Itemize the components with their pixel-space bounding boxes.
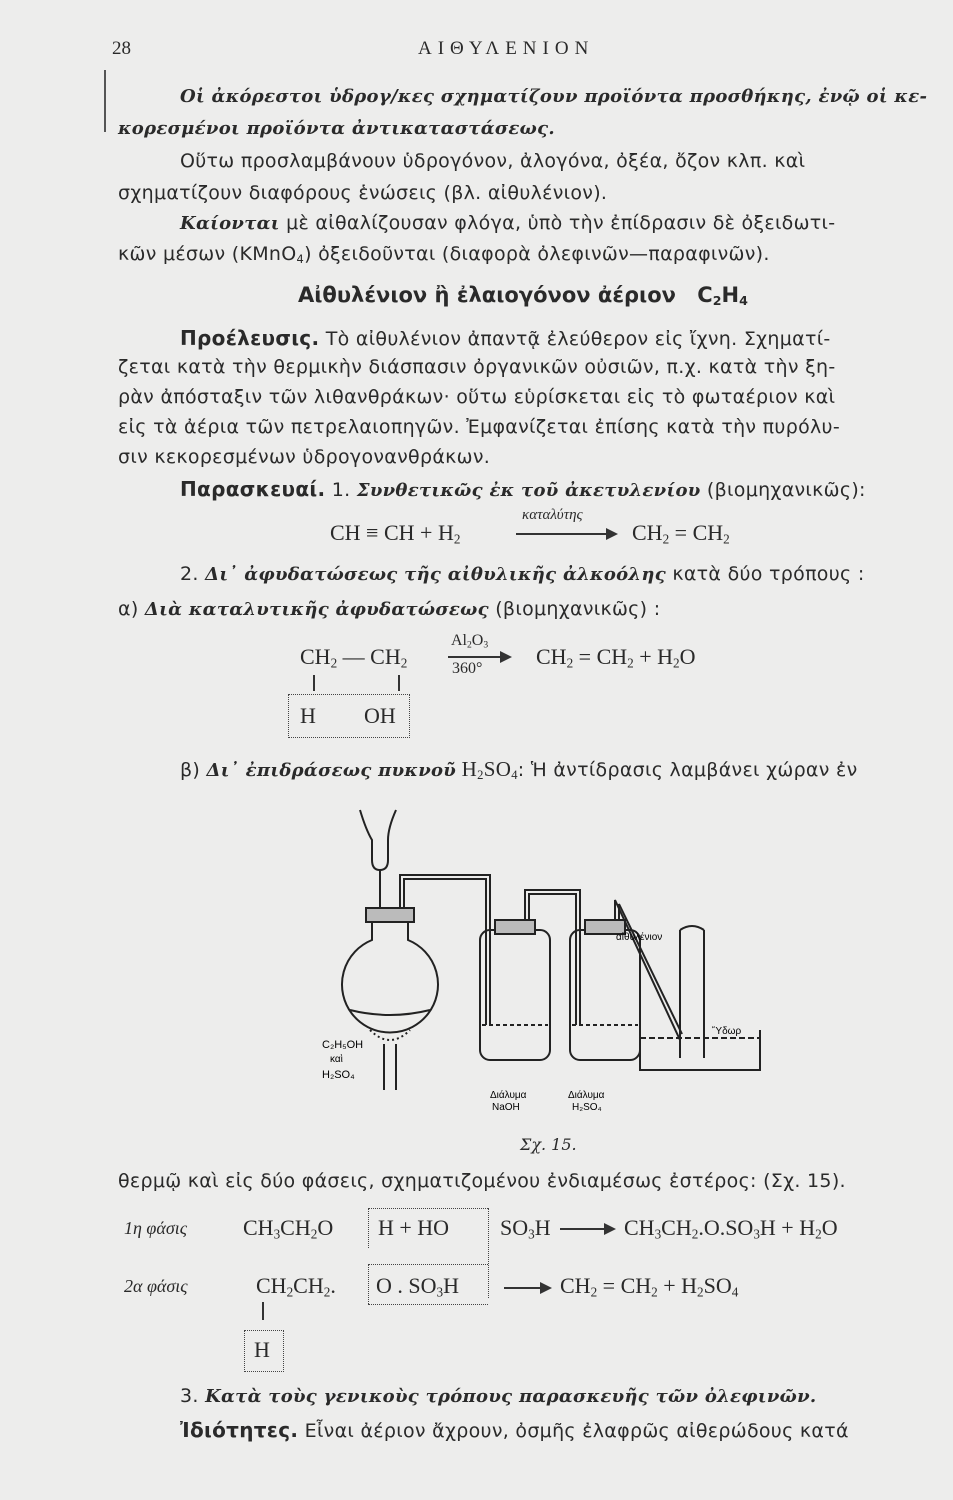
phase-2-right — [560, 1273, 738, 1300]
burner — [384, 1044, 396, 1090]
water-trough — [640, 1030, 760, 1070]
item2-rest: κατὰ δύο τρόπους : — [666, 563, 865, 585]
item2b-formula-b: SO — [483, 757, 512, 781]
prep-item-3 — [180, 1385, 816, 1407]
intro-line-1: Οἱ ἀκόρεστοι ὑδρογ/κες σχηματίζουν προϊόντα προσθήκης, ἐνῷ οἱ κε- — [180, 86, 928, 107]
safety-funnel — [360, 810, 396, 870]
apparatus-figure — [300, 800, 780, 1130]
intro-line-6-b: ) ὀξειδοῦνται (διαφορὰ ὀλεφινῶν—παραφινῶν). — [304, 243, 770, 265]
p1-right-sub2: 2 — [691, 1226, 699, 1242]
origin-line-1-text: Τὸ αἰθυλένιον ἀπαντᾷ ἐλεύθερον εἰς ἴχνη. Σχηματί- — [319, 328, 831, 350]
phase-2-label: 2α φάσις — [124, 1276, 188, 1296]
phase-1-arrowhead — [604, 1223, 616, 1235]
eq2-right-d: O — [679, 644, 696, 669]
eq2-box-oh: OH — [364, 703, 396, 728]
intro-line-6-sub: 4 — [296, 251, 305, 266]
prep-item1-num: 1. — [325, 479, 357, 501]
eq1-left-text: CH ≡ CH + H — [330, 520, 454, 545]
phase-2-box-left — [368, 1264, 369, 1304]
p2-right-sub4: 4 — [731, 1284, 739, 1300]
intro-line-2: κορεσμένοι προϊόντα ἀντικαταστάσεως. — [118, 118, 555, 139]
eq2-left-sub1: 2 — [330, 655, 338, 671]
p1-a3: O — [317, 1215, 334, 1240]
section-title-text: Αἰθυλένιον ἢ ἐλαιογόνον ἀέριον — [298, 283, 676, 307]
p2-a: CH — [256, 1273, 287, 1298]
equation-1-left — [330, 520, 460, 547]
phase-1-a — [243, 1215, 333, 1242]
formula-c-sub: 2 — [712, 293, 722, 309]
equation-2-arrow — [448, 656, 504, 658]
p2-right-sub2: 2 — [651, 1284, 658, 1300]
p1-right-sub3: 3 — [753, 1226, 760, 1242]
p2-right-d: SO — [703, 1273, 732, 1298]
intro-line-4: σχηματίζουν διαφόρους ἑνώσεις (βλ. αἰθυλένιον). — [118, 182, 608, 204]
p2-right-a: CH — [560, 1273, 591, 1298]
p2-right-b: = CH — [597, 1273, 652, 1298]
phase-2-box-top — [368, 1264, 488, 1265]
equation-2-catalyst-bottom: 360° — [452, 660, 483, 677]
intro-line-5-emphasis: Καίονται — [180, 213, 280, 234]
p1-right-b: CH — [661, 1215, 692, 1240]
eq2-cat-top-sub1: 2 — [467, 639, 472, 651]
item2b-formula-sub2: 4 — [511, 768, 518, 783]
intro-line-6-a: κῶν μέσων (KMnO — [118, 243, 297, 265]
fig-label-left-3: H₂SO₄ — [322, 1069, 355, 1081]
phase-2-bond — [262, 1302, 264, 1320]
eq2-cat-top-sub2: 3 — [483, 639, 489, 651]
eq1-left-sub: 2 — [453, 531, 461, 547]
p1-a: CH — [243, 1215, 274, 1240]
intro-line-6 — [118, 243, 770, 266]
p2-a-sub2: 2 — [323, 1284, 331, 1300]
item2b-formula-sub1: 2 — [477, 768, 484, 783]
eq2-right-sub1: 2 — [566, 655, 574, 671]
p2-right-sub1: 2 — [590, 1284, 598, 1300]
p2-a3: . — [330, 1273, 336, 1298]
phase-2-a — [256, 1273, 336, 1300]
p2-a-sub1: 2 — [286, 1284, 294, 1300]
phase-1-box-right — [488, 1208, 489, 1298]
delivery-tube-1 — [400, 875, 490, 1025]
phase-2-arrow — [504, 1287, 544, 1289]
intro-line-5-text: μὲ αἰθαλίζουσαν φλόγα, ὑπὸ τὴν ἐπίδρασιν δὲ ὀξειδωτι- — [279, 212, 836, 234]
equation-2-arrowhead — [500, 651, 512, 663]
phase-1-b — [500, 1215, 551, 1242]
eq2-box-h: H — [300, 703, 316, 728]
origin-line-2: ζεται κατὰ τὴν θερμικὴν διάσπασιν ὀργανικῶν οὐσιῶν, π.χ. κατὰ τὴν ξη- — [118, 356, 836, 378]
p1-right-a: CH — [624, 1215, 655, 1240]
p1-b-sub: 3 — [528, 1226, 535, 1242]
p1-right-sub4: 2 — [815, 1226, 822, 1242]
phase-1-arrow — [560, 1228, 608, 1230]
p1-right-e: O — [821, 1215, 838, 1240]
origin-label: Προέλευσις. — [180, 326, 320, 350]
running-title: ΑΙΘΥΛΕΝΙΟΝ — [418, 38, 595, 59]
properties-text: Εἶναι ἀέριον ἄχρουν, ὀσμῆς ἐλαφρῶς αἰθερώδους κατά — [298, 1420, 849, 1442]
phase-2-box — [376, 1273, 459, 1300]
equation-1-arrow — [516, 533, 612, 535]
collection-cylinder — [680, 930, 704, 1058]
phase-1-right — [624, 1215, 838, 1242]
origin-line-3: ρὰν ἀπόσταξιν τῶν λιθανθράκων· οὕτω εὑρίσκεται εἰς τὸ φωταέριον καὶ — [118, 386, 836, 408]
p2-right-c: + H — [657, 1273, 698, 1298]
phase-2-arrowhead — [540, 1282, 552, 1294]
prep-label: Παρασκευαί. — [180, 477, 326, 501]
phase-2-box-h: H — [254, 1337, 270, 1362]
origin-line-5: σιν κεκορεσμένων ὑδρογονανθράκων. — [118, 446, 491, 468]
properties-label: Ἰδιότητες. — [180, 1418, 299, 1442]
eq1-right-sub2: 2 — [723, 531, 730, 547]
item2a-rest: (βιομηχανικῶς) : — [488, 598, 661, 620]
p1-b2: H — [534, 1215, 551, 1240]
equation-2-catalyst-top — [451, 632, 488, 650]
prep-item1-emphasis: Συνθετικῶς ἐκ τοῦ ἀκετυλενίου — [356, 480, 701, 501]
eq1-right-sub1: 2 — [662, 531, 670, 547]
formula-c: C — [697, 283, 713, 307]
phase-1-box-left — [368, 1208, 369, 1248]
eq2-left-b: — CH — [337, 644, 401, 669]
page-number: 28 — [112, 38, 131, 59]
fig-label-bottle2-2: H₂SO₄ — [572, 1102, 602, 1113]
p1-right-d: H + H — [759, 1215, 816, 1240]
item3-num: 3. — [180, 1385, 206, 1407]
eq2-left-a: CH — [300, 644, 331, 669]
section-title — [298, 283, 748, 308]
phase-1-box: H + HO — [378, 1215, 450, 1240]
p2-right-sub3: 2 — [697, 1284, 704, 1300]
eq2-right-sub2: 2 — [627, 655, 634, 671]
item2-emphasis: Δι᾽ ἀφυδατώσεως τῆς αἰθυλικῆς ἀλκοόλης — [205, 564, 666, 585]
p2-box-sub: 3 — [436, 1284, 444, 1300]
item2a-pre: α) — [118, 598, 145, 620]
margin-mark — [104, 70, 106, 132]
equation-2-right — [536, 644, 696, 671]
item2a-emphasis: Διὰ καταλυτικῆς ἀφυδατώσεως — [144, 599, 489, 620]
prep-item-2b — [180, 757, 858, 783]
phases-intro: θερμῷ καὶ εἰς δύο φάσεις, σχηματιζομένου ἐνδιαμέσως ἐστέρος: (Σχ. 15). — [118, 1170, 846, 1192]
section-formula — [697, 283, 748, 307]
intro-line-3: Οὕτω προσλαμβάνουν ὑδρογόνον, ἀλογόνα, ὀξέα, ὄζον κλπ. καὶ — [180, 150, 806, 172]
equation-1-arrowhead — [606, 528, 618, 540]
p1-a2: CH — [280, 1215, 311, 1240]
equation-2-left — [300, 644, 407, 671]
origin-line-4: εἰς τὰ ἀέρια τῶν πετρελαιοπηγῶν. Ἐμφανίζεται ἐπίσης κατὰ τὴν πυρόλυ- — [118, 416, 840, 438]
eq2-cat-top-a: Al — [451, 632, 467, 649]
equation-1-right — [632, 520, 730, 547]
eq2-right-a: CH — [536, 644, 567, 669]
formula-h: H — [721, 283, 740, 307]
item2b-pre: β) — [180, 759, 207, 781]
fig-label-bottle1-1: Διάλυμα — [490, 1090, 527, 1101]
prep-line-1 — [180, 477, 866, 501]
eq1-right-a: CH — [632, 520, 663, 545]
phase-2-box-bottom — [368, 1304, 488, 1305]
eq2-right-c: + H — [633, 644, 674, 669]
p2-box: O . SO — [376, 1273, 437, 1298]
p1-b: SO — [500, 1215, 529, 1240]
p2-a2: CH — [293, 1273, 324, 1298]
properties-line — [180, 1418, 849, 1442]
bond-line-left — [313, 675, 315, 691]
item2b-rest: : Ἡ ἀντίδρασις λαμβάνει χώραν ἐν — [517, 759, 858, 781]
prep-item1-rest: (βιομηχανικῶς): — [700, 479, 866, 501]
prep-item-2a — [118, 598, 660, 620]
item3-emphasis: Κατὰ τοὺς γενικοὺς τρόπους παρασκευῆς τῶν ὀλεφινῶν. — [205, 1386, 817, 1407]
item2b-formula-a: H — [456, 757, 478, 781]
eq2-right-sub3: 2 — [673, 655, 680, 671]
eq2-left-sub2: 2 — [400, 655, 408, 671]
p1-right-c: .O.SO — [698, 1215, 754, 1240]
eq2-cat-top-b: O — [471, 632, 484, 649]
p2-box-b: H — [443, 1273, 459, 1298]
fig-label-top: αἰθυλένιον — [616, 932, 663, 943]
eq1-right-b: = CH — [669, 520, 724, 545]
phase-1-label: 1η φάσις — [124, 1218, 188, 1238]
equation-1-catalyst: καταλύτης — [522, 507, 583, 523]
fig-label-bottle2-1: Διάλυμα — [568, 1090, 605, 1101]
fig-label-left-1: C₂H₅OH — [322, 1039, 364, 1051]
fig-label-left-2: καὶ — [330, 1054, 343, 1065]
p1-a-sub1: 3 — [273, 1226, 281, 1242]
p1-a-sub2: 2 — [310, 1226, 318, 1242]
item2-num: 2. — [180, 563, 206, 585]
bond-line-right — [398, 675, 400, 691]
prep-item-2 — [180, 563, 865, 585]
figure-caption: Σχ. 15. — [520, 1135, 577, 1154]
eq2-right-b: = CH — [573, 644, 628, 669]
item2b-emphasis: Δι᾽ ἐπιδράσεως πυκνοῦ — [206, 760, 457, 781]
fig-label-bottle1-2: NaOH — [492, 1102, 520, 1113]
formula-h-sub: 4 — [739, 293, 748, 309]
fig-label-right: Ὕδωρ — [712, 1026, 742, 1037]
p1-right-sub1: 3 — [654, 1226, 662, 1242]
origin-line-1 — [180, 326, 831, 350]
intro-line-5 — [180, 212, 835, 234]
phase-1-box-top — [368, 1208, 488, 1209]
